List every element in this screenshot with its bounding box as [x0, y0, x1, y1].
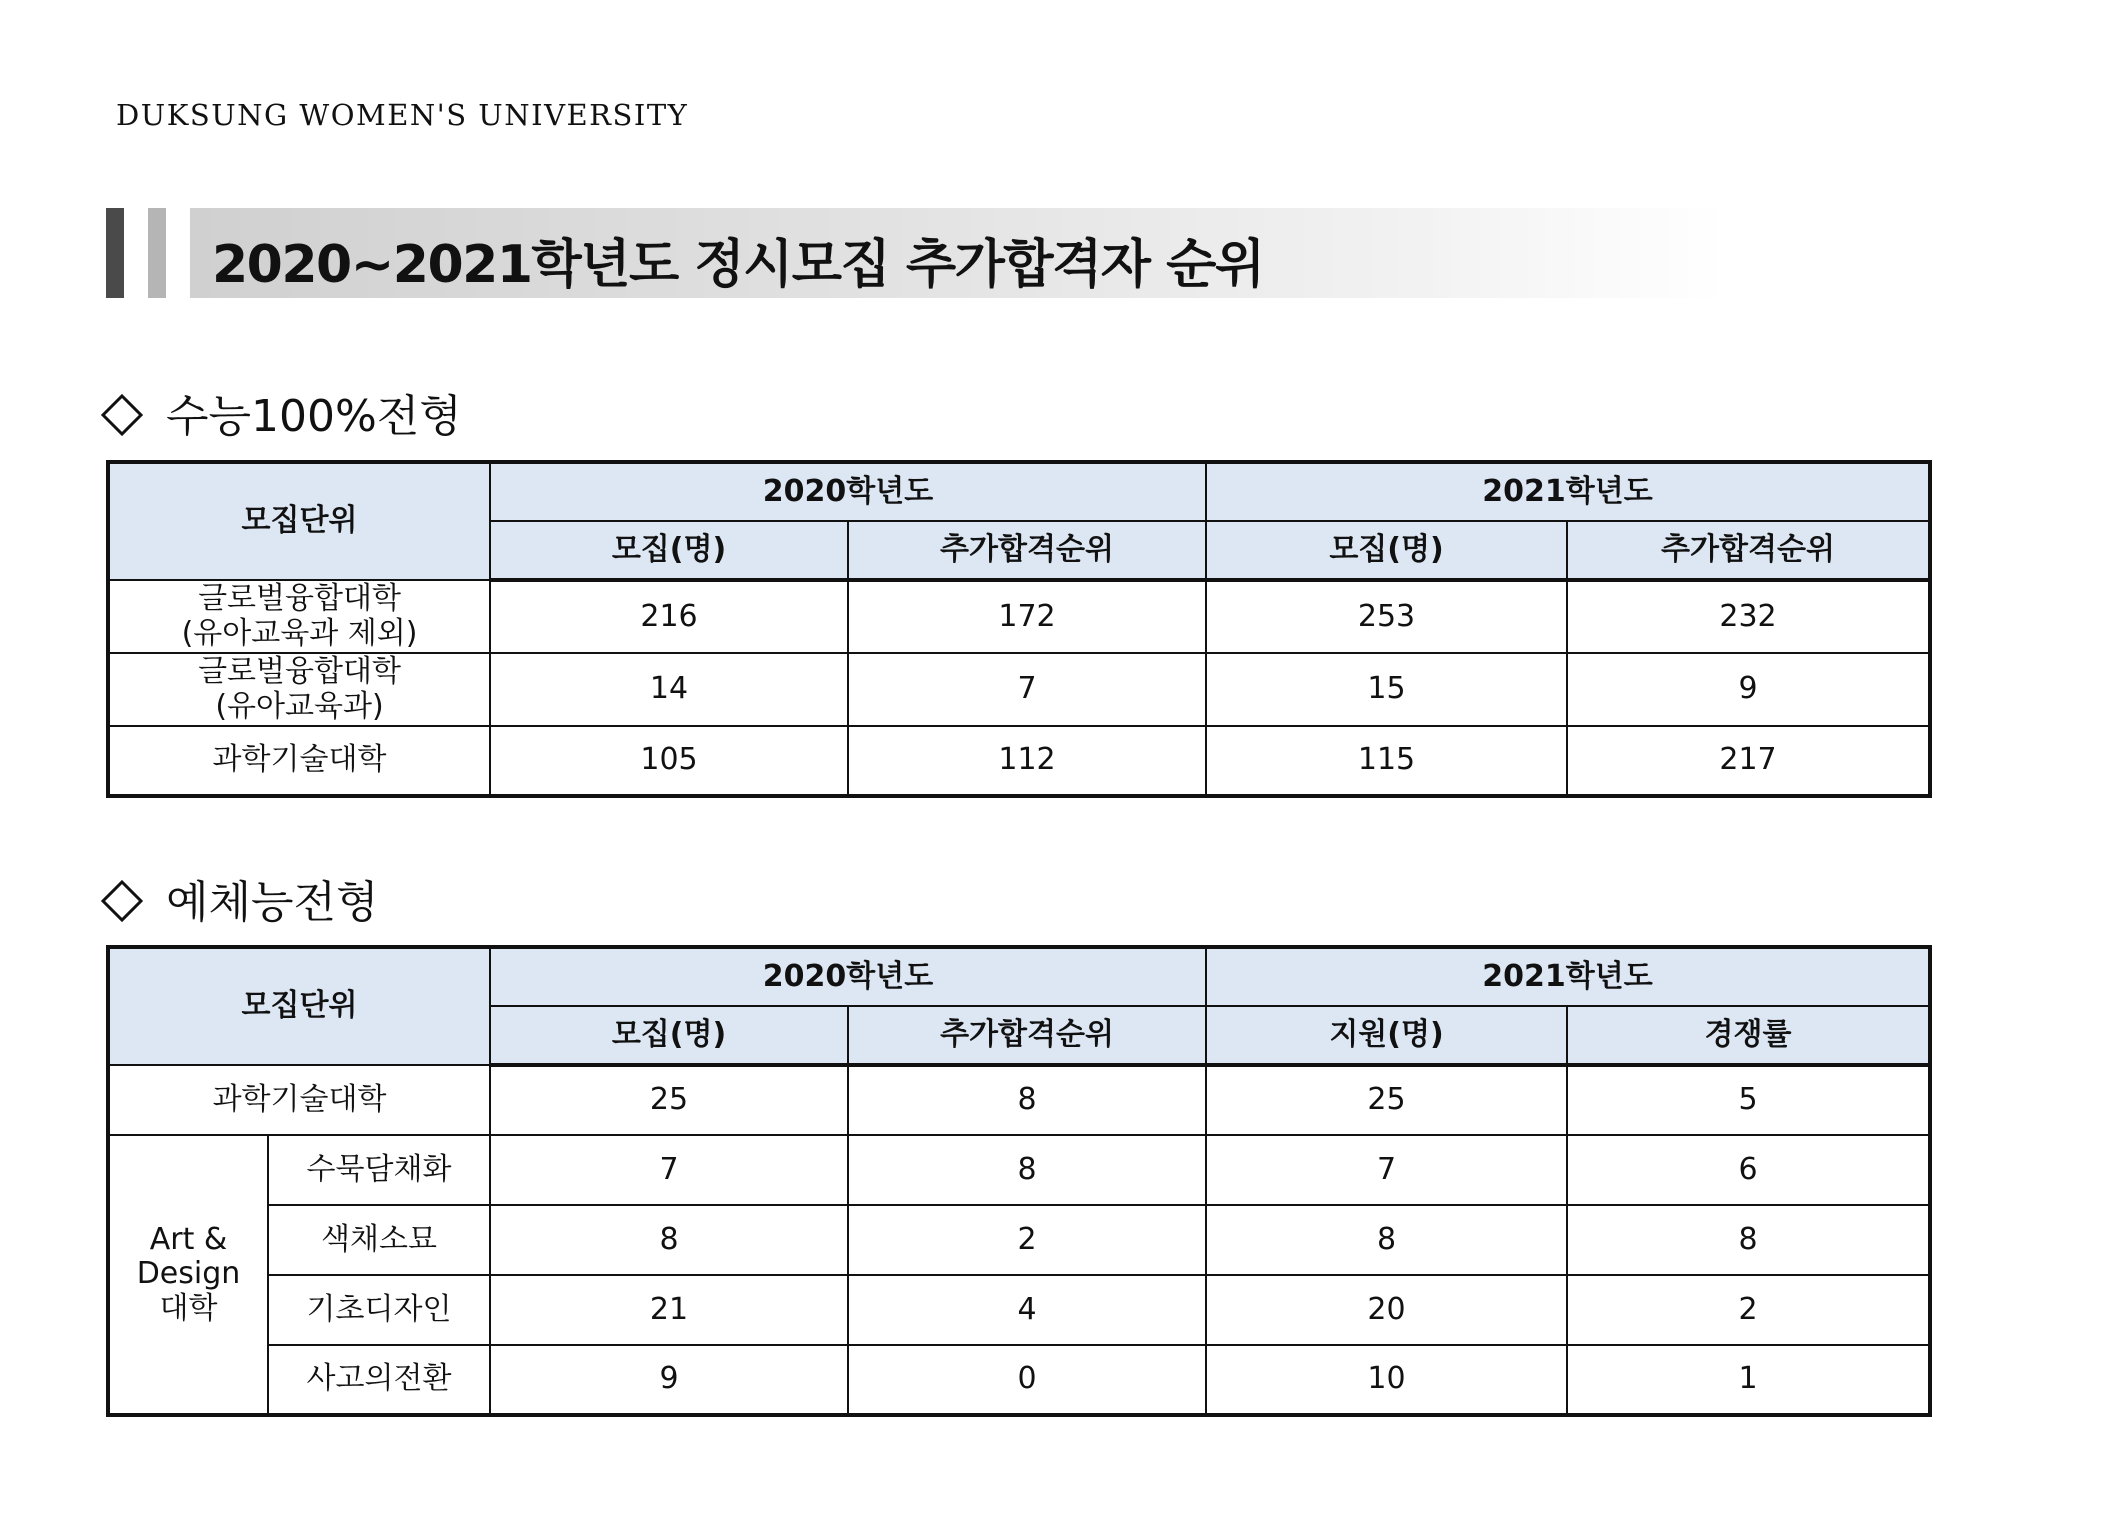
- table-row: [108, 1065, 1930, 1135]
- table-row: [108, 580, 1930, 653]
- value-cell: 7: [848, 653, 1206, 726]
- header-2021-applicants: 지원(명): [1206, 1006, 1567, 1065]
- table-row: [108, 1135, 1930, 1205]
- group-label-line3: 대학: [159, 1290, 218, 1326]
- unit-cell: [108, 580, 490, 653]
- value-cell: 8: [848, 1065, 1206, 1135]
- value-cell: 8: [490, 1205, 848, 1275]
- group-label-line2: Design: [136, 1256, 241, 1292]
- unit-cell: 과학기술대학: [108, 726, 490, 796]
- value-cell: 172: [848, 580, 1206, 653]
- table-row: [108, 726, 1930, 796]
- group-label-line1: Art &: [149, 1221, 228, 1257]
- table-row: [108, 1205, 1930, 1275]
- header-year-2021: 2021학년도: [1206, 462, 1930, 521]
- value-cell: 15: [1206, 653, 1567, 726]
- value-cell: 217: [1567, 726, 1930, 796]
- unit-line2: (유아교육과): [215, 688, 384, 724]
- unit-cell: 기초디자인: [268, 1275, 490, 1345]
- value-cell: 4: [848, 1275, 1206, 1345]
- value-cell: 115: [1206, 726, 1567, 796]
- diamond-icon: [100, 391, 144, 442]
- value-cell: 0: [848, 1345, 1206, 1415]
- header-2020-rank: 추가합격순위: [848, 1006, 1206, 1065]
- value-cell: 9: [1567, 653, 1930, 726]
- value-cell: 7: [490, 1135, 848, 1205]
- section-heading-text: 수능100%전형: [166, 391, 462, 442]
- value-cell: 25: [490, 1065, 848, 1135]
- value-cell: 8: [1567, 1205, 1930, 1275]
- arts-sports-table: [106, 945, 1932, 1417]
- unit-cell: 수묵담채화: [268, 1135, 490, 1205]
- title-bar-light-stripe: [148, 208, 166, 298]
- header-2020-recruit: 모집(명): [490, 1006, 848, 1065]
- header-row-years: [108, 947, 1930, 1006]
- header-2021-recruit: 모집(명): [1206, 521, 1567, 580]
- csat-table: [106, 460, 1932, 798]
- diamond-icon: [100, 877, 144, 928]
- header-year-2020: 2020학년도: [490, 947, 1206, 1006]
- unit-line1: 글로벌융합대학: [198, 581, 401, 616]
- unit-line1: 글로벌융합대학: [198, 654, 401, 689]
- value-cell: 112: [848, 726, 1206, 796]
- title-banner: [106, 208, 1726, 298]
- art-design-group-cell: [108, 1135, 268, 1415]
- page-title: 2020~2021학년도 정시모집 추가합격자 순위: [212, 235, 1264, 295]
- unit-line2: (유아교육과 제외): [181, 615, 418, 651]
- value-cell: 8: [848, 1135, 1206, 1205]
- table-row: [108, 653, 1930, 726]
- value-cell: 1: [1567, 1345, 1930, 1415]
- value-cell: 8: [1206, 1205, 1567, 1275]
- title-bar-dark-stripe: [106, 208, 124, 298]
- header-2020-rank: 추가합격순위: [848, 521, 1206, 580]
- header-unit: 모집단위: [108, 947, 490, 1065]
- value-cell: 7: [1206, 1135, 1567, 1205]
- section-heading-csat: [100, 380, 462, 444]
- header-unit: 모집단위: [108, 462, 490, 580]
- value-cell: 2: [1567, 1275, 1930, 1345]
- header-2021-competition: 경쟁률: [1567, 1006, 1930, 1065]
- header-row-years: [108, 462, 1930, 521]
- value-cell: 216: [490, 580, 848, 653]
- table-row: [108, 1275, 1930, 1345]
- value-cell: 10: [1206, 1345, 1567, 1415]
- value-cell: 20: [1206, 1275, 1567, 1345]
- value-cell: 14: [490, 653, 848, 726]
- unit-cell: 색채소묘: [268, 1205, 490, 1275]
- header-year-2020: 2020학년도: [490, 462, 1206, 521]
- value-cell: 6: [1567, 1135, 1930, 1205]
- value-cell: 21: [490, 1275, 848, 1345]
- unit-cell: 과학기술대학: [108, 1065, 490, 1135]
- unit-cell: 사고의전환: [268, 1345, 490, 1415]
- section-heading-arts-sports: [100, 866, 379, 930]
- header-2021-rank: 추가합격순위: [1567, 521, 1930, 580]
- unit-cell: [108, 653, 490, 726]
- value-cell: 5: [1567, 1065, 1930, 1135]
- value-cell: 253: [1206, 580, 1567, 653]
- header-2020-recruit: 모집(명): [490, 521, 848, 580]
- value-cell: 105: [490, 726, 848, 796]
- value-cell: 232: [1567, 580, 1930, 653]
- value-cell: 9: [490, 1345, 848, 1415]
- table-row: [108, 1345, 1930, 1415]
- university-name: DUKSUNG WOMEN'S UNIVERSITY: [116, 98, 689, 132]
- section-heading-text: 예체능전형: [166, 877, 379, 928]
- value-cell: 2: [848, 1205, 1206, 1275]
- value-cell: 25: [1206, 1065, 1567, 1135]
- header-year-2021: 2021학년도: [1206, 947, 1930, 1006]
